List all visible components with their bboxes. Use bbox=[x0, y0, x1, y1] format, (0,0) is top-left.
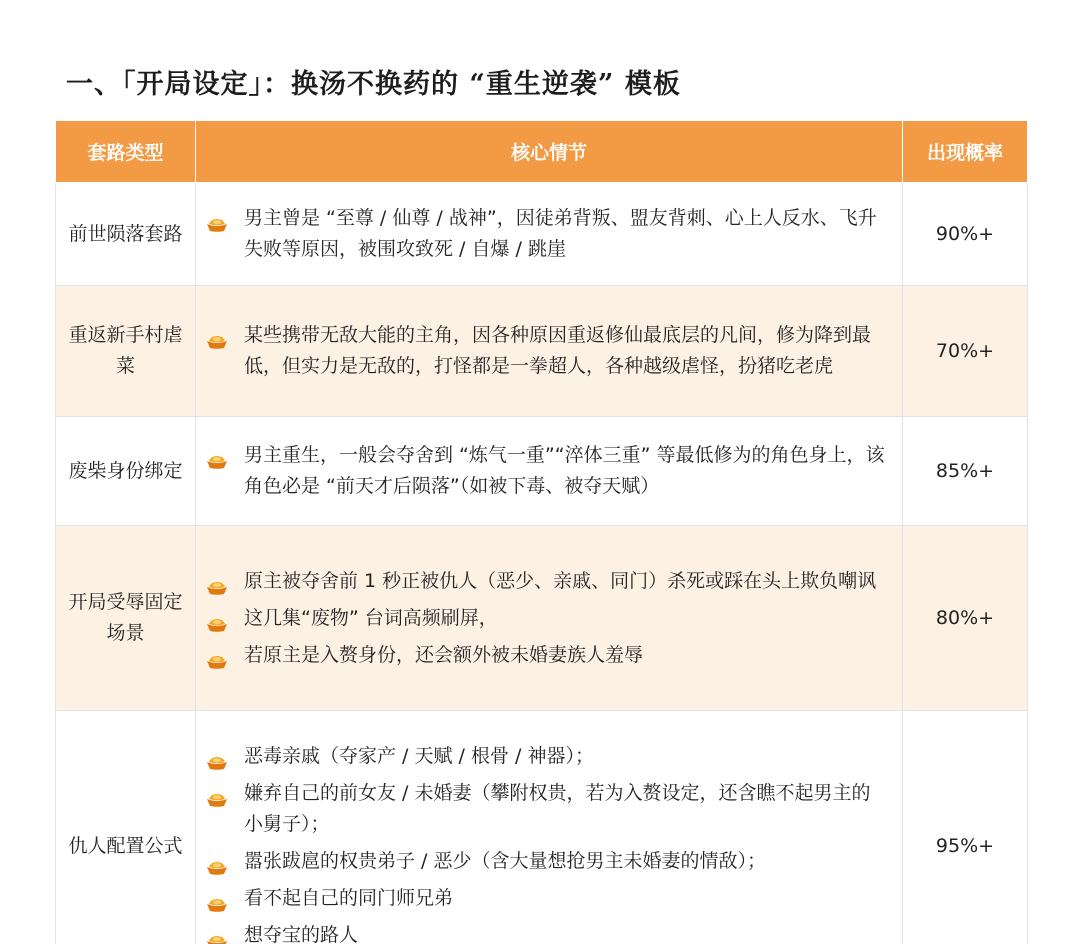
table-row bbox=[56, 417, 1028, 526]
trope-type-cell: 废柴身份绑定 bbox=[56, 417, 196, 526]
section-heading: 一、「开局设定」：换汤不换药的 “重生逆袭” 模板 bbox=[66, 69, 681, 100]
header-type: 套路类型 bbox=[56, 121, 196, 183]
gold-ingot-icon bbox=[206, 448, 228, 462]
plot-bullet-text: 嚣张跋扈的权贵弟子 / 恶少（含大量想抢男主未婚妻的情敌）； bbox=[244, 850, 766, 872]
plot-bullet-text: 看不起自己的同门师兄弟 bbox=[244, 887, 454, 909]
plot-bullet bbox=[206, 778, 886, 840]
plot-bullet-text: 嫌弃自己的前女友 / 未婚妻（攀附权贵，若为入赘设定，还含瞧不起男主的小舅子）； bbox=[244, 782, 871, 835]
trope-type-cell: 前世陨落套路 bbox=[56, 183, 196, 286]
probability-cell: 70%+ bbox=[903, 286, 1028, 417]
gold-ingot-icon bbox=[206, 928, 228, 942]
gold-ingot-icon bbox=[206, 854, 228, 868]
table-row bbox=[56, 183, 1028, 286]
core-plot-cell bbox=[196, 183, 903, 286]
table-body bbox=[56, 183, 1028, 944]
gold-ingot-icon bbox=[206, 611, 228, 625]
table-row bbox=[56, 526, 1028, 711]
gold-ingot-icon bbox=[206, 891, 228, 905]
core-plot-cell bbox=[196, 711, 903, 944]
table-row bbox=[56, 286, 1028, 417]
gold-ingot-icon bbox=[206, 786, 228, 800]
gold-ingot-icon bbox=[206, 749, 228, 763]
probability-cell: 80%+ bbox=[903, 526, 1028, 711]
gold-ingot-icon bbox=[206, 648, 228, 662]
probability-cell: 85%+ bbox=[903, 417, 1028, 526]
gold-ingot-icon bbox=[206, 328, 228, 342]
plot-bullet-text: 男主曾是 “至尊 / 仙尊 / 战神”，因徒弟背叛、盟友背刺、心上人反水、飞升失败等原因，被围攻致死 / 自爆 / 跳崖 bbox=[244, 207, 877, 260]
table-row bbox=[56, 711, 1028, 944]
table-header-row bbox=[56, 121, 1028, 183]
plot-bullet bbox=[206, 603, 886, 634]
core-plot-cell bbox=[196, 286, 903, 417]
probability-cell: 95%+ bbox=[903, 711, 1028, 944]
plot-bullet bbox=[206, 883, 886, 914]
plot-bullet-text: 这几集“废物” 台词高频刷屏， bbox=[244, 606, 498, 629]
probability-cell: 90%+ bbox=[903, 183, 1028, 286]
gold-ingot-icon bbox=[206, 211, 228, 225]
plot-bullet-text: 恶毒亲戚（夺家产 / 天赋 / 根骨 / 神器）； bbox=[244, 745, 594, 767]
trope-table bbox=[55, 120, 1028, 944]
core-plot-cell bbox=[196, 526, 903, 711]
trope-type-cell: 重返新手村虐菜 bbox=[56, 286, 196, 417]
plot-bullet bbox=[206, 203, 886, 265]
header-probability: 出现概率 bbox=[903, 121, 1028, 183]
plot-bullet bbox=[206, 920, 886, 944]
plot-bullet bbox=[206, 440, 886, 502]
plot-bullet-text: 男主重生，一般会夺舍到 “炼气一重”“淬体三重” 等最低修为的角色身上，该角色必是 “前天才后陨落”（如被下毒、被夺天赋） bbox=[244, 444, 885, 497]
gold-ingot-icon bbox=[206, 574, 228, 588]
plot-bullet bbox=[206, 640, 886, 671]
plot-bullet bbox=[206, 741, 886, 772]
plot-bullet bbox=[206, 566, 886, 597]
trope-type-cell: 仇人配置公式 bbox=[56, 711, 196, 944]
plot-bullet bbox=[206, 320, 886, 382]
trope-type-cell: 开局受辱固定场景 bbox=[56, 526, 196, 711]
plot-bullet bbox=[206, 846, 886, 877]
plot-bullet-text: 想夺宝的路人 bbox=[244, 924, 359, 944]
plot-bullet-text: 某些携带无敌大能的主角，因各种原因重返修仙最底层的凡间，修为降到最低，但实力是无敌的，打怪都是一拳超人，各种越级虐怪，扮猪吃老虎 bbox=[244, 324, 872, 377]
plot-bullet-text: 原主被夺舍前 1 秒正被仇人（恶少、亲戚、同门）杀死或踩在头上欺负嘲讽 bbox=[244, 569, 877, 592]
header-plot: 核心情节 bbox=[196, 121, 903, 183]
plot-bullet-text: 若原主是入赘身份，还会额外被未婚妻族人羞辱 bbox=[244, 643, 644, 666]
core-plot-cell bbox=[196, 417, 903, 526]
